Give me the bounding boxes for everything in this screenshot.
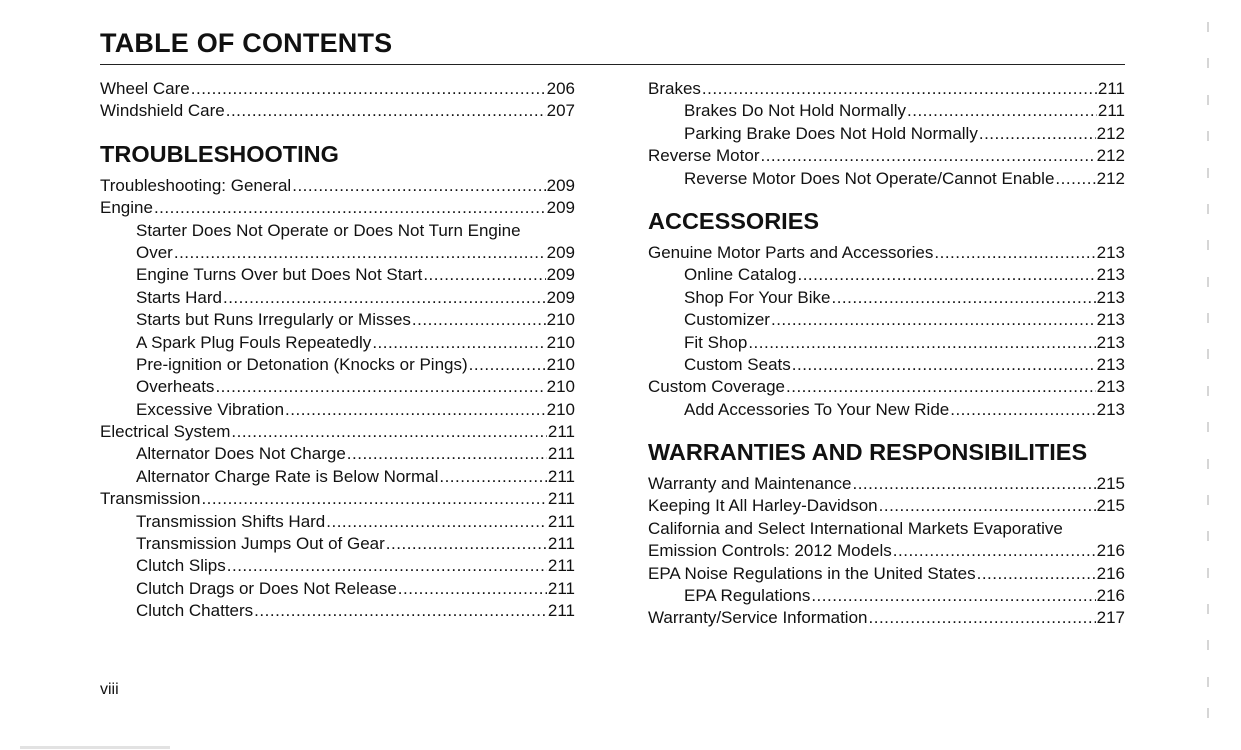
toc-entry-california-line2[interactable] [648, 540, 1125, 562]
toc-entry-page: 209 [546, 242, 575, 262]
toc-left-column [100, 78, 575, 623]
dot-leader [748, 332, 1095, 354]
dot-leader [950, 399, 1095, 421]
toc-entry-page: 211 [547, 422, 575, 442]
toc-entry-page: 211 [547, 444, 575, 464]
dot-leader [760, 145, 1095, 167]
toc-entry-label: Windshield Care [100, 101, 225, 121]
toc-entry[interactable] [100, 309, 575, 331]
toc-entry-reverse-motor[interactable] [648, 145, 1125, 167]
toc-entry-label: Clutch Chatters [136, 601, 254, 621]
scan-edge-mark [1207, 168, 1209, 178]
toc-entry-keeping-harley[interactable] [648, 495, 1125, 517]
toc-entry-label: Add Accessories To Your New Ride [684, 399, 950, 419]
toc-entry-label: Emission Controls: 2012 Models [648, 541, 892, 561]
toc-entry-label: Transmission Jumps Out of Gear [136, 534, 385, 554]
scan-edge-mark [1207, 459, 1209, 469]
toc-entry-page: 210 [546, 377, 575, 397]
toc-entry[interactable] [100, 287, 575, 309]
toc-entry-genuine-motor-parts[interactable] [648, 242, 1125, 264]
dot-leader [223, 287, 546, 309]
toc-entry-page: 211 [547, 489, 575, 509]
dot-leader [215, 376, 545, 398]
dot-leader [326, 511, 547, 533]
scan-edge-mark [1207, 313, 1209, 323]
dot-leader [869, 607, 1096, 629]
toc-entry-page: 212 [1096, 168, 1125, 188]
toc-entry[interactable] [100, 354, 575, 376]
toc-entry-label: Alternator Does Not Charge [136, 444, 346, 464]
page-number: viii [100, 681, 119, 698]
scan-edge-mark [1207, 531, 1209, 541]
toc-entry-label: Fit Shop [684, 332, 748, 352]
dot-leader [907, 100, 1097, 122]
toc-entry-warranty-service-info[interactable] [648, 607, 1125, 629]
toc-entry-page: 209 [546, 265, 575, 285]
toc-right-column [648, 78, 1125, 630]
dot-leader [398, 578, 547, 600]
toc-entry-page: 207 [546, 101, 575, 121]
toc-entry[interactable] [648, 399, 1125, 421]
toc-entry-page: 215 [1096, 496, 1125, 516]
toc-entry-page: 211 [547, 511, 575, 531]
scan-bottom-artifact [20, 746, 170, 749]
toc-entry-label: Parking Brake Does Not Hold Normally [684, 123, 978, 143]
page-title: TABLE OF CONTENTS [100, 28, 393, 58]
toc-entry[interactable] [100, 399, 575, 421]
toc-entry-label: Custom Seats [684, 354, 791, 374]
toc-entry-label: Electrical System [100, 422, 231, 442]
toc-entry-label: Starts Hard [136, 287, 222, 307]
toc-entry-label: Clutch Slips [136, 556, 226, 576]
toc-entry-label: Transmission [100, 489, 201, 509]
toc-entry-warranty-maintenance[interactable] [648, 473, 1125, 495]
dot-leader [227, 555, 547, 577]
toc-entry[interactable] [648, 168, 1125, 190]
toc-entry-label: EPA Regulations [684, 586, 811, 606]
toc-entry-label: Starts but Runs Irregularly or Misses [136, 310, 411, 330]
dot-leader [979, 123, 1096, 145]
scan-edge-mark [1207, 277, 1209, 287]
toc-entry-page: 209 [546, 287, 575, 307]
toc-entry-page: 212 [1096, 123, 1125, 143]
toc-entry-page: 209 [546, 198, 575, 218]
dot-leader [292, 175, 545, 197]
toc-entry[interactable] [648, 585, 1125, 607]
toc-entry[interactable] [648, 264, 1125, 286]
scan-edge-mark [1207, 95, 1209, 105]
dot-leader [174, 242, 546, 264]
toc-entry-troubleshooting-general[interactable] [100, 175, 575, 197]
toc-entry-wheel-care[interactable] [100, 78, 575, 100]
toc-entry-label: A Spark Plug Fouls Repeatedly [136, 332, 372, 352]
toc-entry-page: 216 [1096, 563, 1125, 583]
toc-entry-label: Brakes [648, 79, 701, 98]
toc-entry-page: 211 [1097, 101, 1125, 121]
dot-leader [977, 563, 1096, 585]
dot-leader [831, 287, 1095, 309]
dot-leader [231, 421, 547, 443]
toc-entry[interactable] [100, 443, 575, 465]
toc-entry-page: 212 [1096, 146, 1125, 166]
toc-entry-page: 215 [1096, 474, 1125, 494]
toc-entry-label: Engine [100, 198, 153, 218]
dot-leader [154, 197, 546, 219]
toc-entry[interactable] [100, 332, 575, 354]
toc-entry-page: 211 [547, 578, 575, 598]
toc-entry-page: 213 [1096, 399, 1125, 419]
toc-entry[interactable] [100, 466, 575, 488]
toc-entry-page: 210 [546, 332, 575, 352]
toc-entry-label: EPA Noise Regulations in the United States [648, 563, 976, 583]
dot-leader [285, 399, 546, 421]
toc-entry-page: 213 [1096, 377, 1125, 397]
toc-entry[interactable] [648, 100, 1125, 122]
scan-edge-mark [1207, 131, 1209, 141]
dot-leader [439, 466, 547, 488]
dot-leader [1055, 168, 1095, 190]
toc-entry-page: 216 [1096, 586, 1125, 606]
dot-leader [797, 264, 1095, 286]
toc-entry[interactable] [100, 533, 575, 555]
toc-entry[interactable] [648, 354, 1125, 376]
toc-entry-page: 210 [546, 354, 575, 374]
scan-edge-mark [1207, 240, 1209, 250]
toc-entry-label: Warranty/Service Information [648, 608, 868, 628]
toc-entry-label: Excessive Vibration [136, 399, 285, 419]
toc-entry-brakes[interactable] [648, 78, 1125, 100]
toc-entry-label: Reverse Motor [648, 146, 760, 166]
toc-entry[interactable] [100, 376, 575, 398]
toc-entry-page: 210 [546, 399, 575, 419]
section-heading-accessories: ACCESSORIES [648, 207, 820, 234]
toc-entry-label: Pre-ignition or Detonation (Knocks or Pings) [136, 354, 468, 374]
section-heading-warranties: WARRANTIES AND RESPONSIBILITIES [648, 439, 1088, 466]
toc-entry-page: 209 [546, 175, 575, 195]
scan-edge-mark [1207, 22, 1209, 32]
dot-leader [386, 533, 547, 555]
toc-entry-page: 206 [546, 79, 575, 98]
toc-entry-engine[interactable] [100, 197, 575, 219]
dot-leader [934, 242, 1095, 264]
dot-leader [469, 354, 546, 376]
dot-leader [372, 332, 545, 354]
toc-entry-windshield-care[interactable] [100, 100, 575, 122]
toc-entry[interactable] [648, 309, 1125, 331]
dot-leader [412, 309, 546, 331]
scan-edge-mark [1207, 640, 1209, 650]
toc-entry-label: Customizer [684, 310, 770, 330]
scan-edge-mark [1207, 568, 1209, 578]
dot-leader [191, 78, 546, 100]
dot-leader [347, 443, 547, 465]
toc-entry-page: 210 [546, 310, 575, 330]
scan-edge-mark [1207, 422, 1209, 432]
toc-entry-label: Over [136, 242, 173, 262]
toc-entry-label: Shop For Your Bike [684, 287, 831, 307]
toc-entry-page: 213 [1096, 287, 1125, 307]
toc-entry[interactable] [100, 600, 575, 622]
toc-entry-label: Keeping It All Harley-Davidson [648, 496, 878, 516]
toc-entry-page: 211 [547, 556, 575, 576]
scan-edge-mark [1207, 386, 1209, 396]
toc-entry-label: Alternator Charge Rate is Below Normal [136, 466, 439, 486]
toc-entry-page: 211 [1097, 79, 1125, 98]
dot-leader [423, 264, 545, 286]
toc-entry-page: 213 [1096, 242, 1125, 262]
toc-entry-page: 213 [1096, 332, 1125, 352]
dot-leader [254, 600, 547, 622]
dot-leader [201, 488, 546, 510]
toc-entry[interactable] [648, 332, 1125, 354]
toc-entry-starter-line1[interactable]: Starter Does Not Operate or Does Not Turn Engine [136, 220, 521, 240]
scan-edge-mark [1207, 349, 1209, 359]
scan-edge-mark [1207, 204, 1209, 214]
scan-edge-mark [1207, 58, 1209, 68]
dot-leader [792, 354, 1096, 376]
dot-leader [786, 376, 1096, 398]
toc-entry[interactable] [648, 287, 1125, 309]
toc-entry-transmission[interactable] [100, 488, 575, 510]
toc-entry-california-line1[interactable]: California and Select International Markets Evaporative [648, 518, 1063, 538]
scan-edge-mark [1207, 604, 1209, 614]
toc-entry-page: 211 [547, 466, 575, 486]
title-divider [100, 64, 1125, 65]
toc-entry-page: 213 [1096, 354, 1125, 374]
dot-leader [702, 78, 1097, 100]
section-heading-troubleshooting: TROUBLESHOOTING [100, 140, 339, 167]
toc-entry-label: Troubleshooting: General [100, 175, 292, 195]
toc-entry-label: Clutch Drags or Does Not Release [136, 578, 397, 598]
toc-entry-label: Brakes Do Not Hold Normally [684, 101, 907, 121]
toc-entry-label: Wheel Care [100, 79, 190, 98]
toc-entry[interactable] [100, 555, 575, 577]
toc-entry-label: Reverse Motor Does Not Operate/Cannot Enable [684, 168, 1055, 188]
toc-entry[interactable] [648, 123, 1125, 145]
toc-entry-page: 213 [1096, 265, 1125, 285]
toc-entry-label: Genuine Motor Parts and Accessories [648, 242, 934, 262]
scan-edge-mark [1207, 677, 1209, 687]
toc-entry-starter-line2[interactable] [100, 242, 575, 264]
scan-edge-mark [1207, 495, 1209, 505]
toc-entry-page: 211 [547, 534, 575, 554]
dot-leader [879, 495, 1096, 517]
dot-leader [771, 309, 1096, 331]
dot-leader [811, 585, 1095, 607]
dot-leader [226, 100, 546, 122]
toc-entry[interactable] [100, 578, 575, 600]
toc-entry-electrical-system[interactable] [100, 421, 575, 443]
toc-entry-page: 216 [1096, 541, 1125, 561]
toc-entry-page: 211 [547, 601, 575, 621]
toc-entry-label: Transmission Shifts Hard [136, 511, 326, 531]
toc-entry[interactable] [100, 264, 575, 286]
toc-entry-label: Online Catalog [684, 265, 797, 285]
toc-entry-epa-noise[interactable] [648, 563, 1125, 585]
toc-entry-page: 213 [1096, 310, 1125, 330]
toc-entry-label: Engine Turns Over but Does Not Start [136, 265, 423, 285]
toc-entry[interactable] [100, 511, 575, 533]
toc-entry-label: Custom Coverage [648, 377, 786, 397]
scan-edge-mark [1207, 708, 1209, 718]
dot-leader [852, 473, 1095, 495]
toc-entry-custom-coverage[interactable] [648, 376, 1125, 398]
toc-entry-label: Overheats [136, 377, 215, 397]
toc-entry-page: 217 [1096, 608, 1125, 628]
toc-entry-label: Warranty and Maintenance [648, 474, 852, 494]
dot-leader [893, 540, 1096, 562]
